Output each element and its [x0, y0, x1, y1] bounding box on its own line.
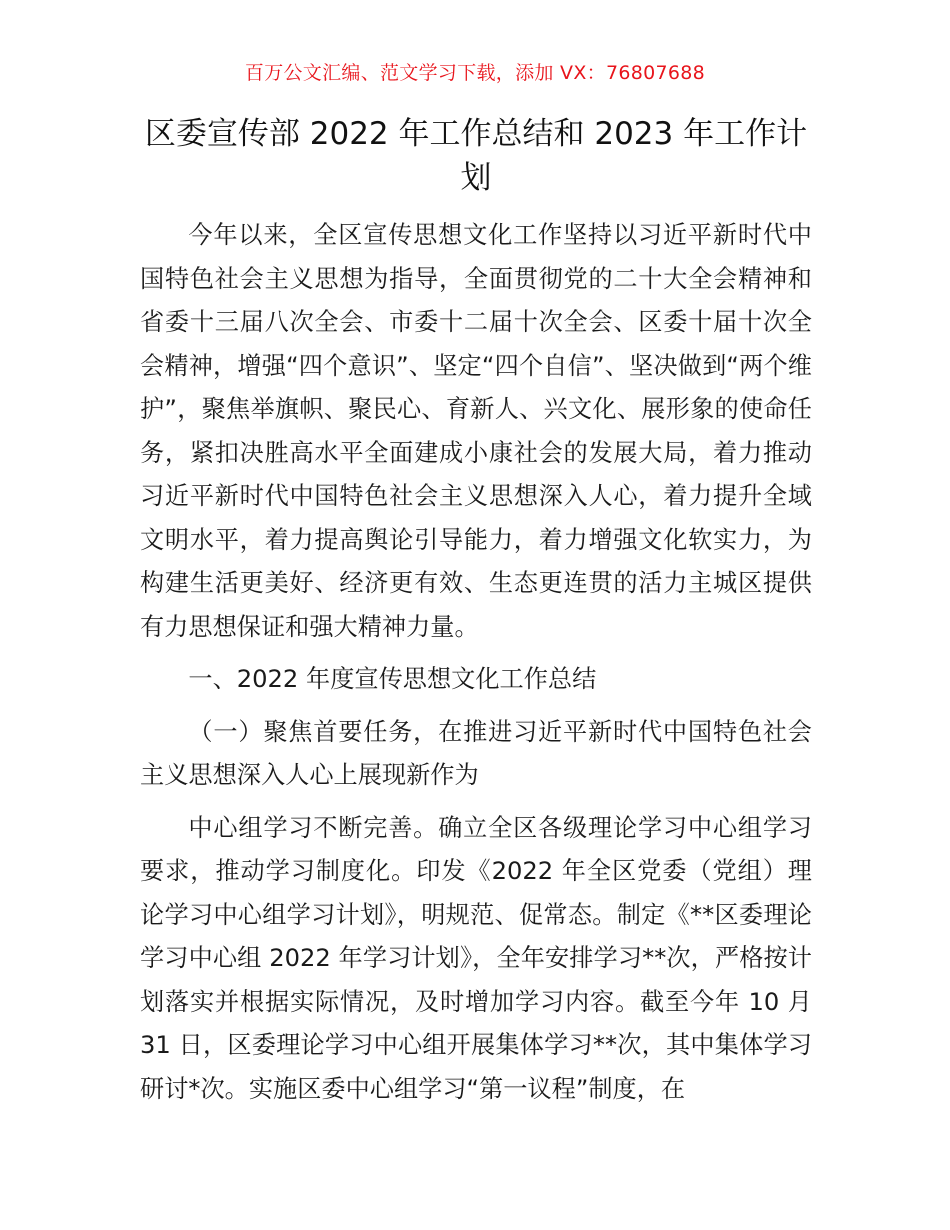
header-watermark-note: 百万公文汇编、范文学习下载，添加 VX：76807688: [244, 62, 706, 84]
document-title: 区委宣传部 2022 年工作总结和 2023 年工作计划: [144, 116, 808, 196]
intro-paragraph: 今年以来，全区宣传思想文化工作坚持以习近平新时代中国特色社会主义思想为指导，全面贯彻党的二十大全会精神和省委十三届八次全会、市委十二届十次全会、区委十届十次全会精神，增强“四个意识”、坚定“四个自信”、坚决做到“两个维护”，聚焦举旗帜、聚民心、育新人、兴文化、展形象的使命任务，紧扣决胜高水平全面建成小康社会的发展大局，着力推动习近平新时代中国特色社会主义思想深入人心，着力提升全域文明水平，着力提高舆论引导能力，着力增强文化软实力，为构建生活更美好、经济更有效、生态更连贯的活力主城区提供有力思想保证和强大精神力量。: [140, 221, 812, 641]
body-paragraph: 中心组学习不断完善。确立全区各级理论学习中心组学习要求，推动学习制度化。印发《2022 年全区党委（党组）理论学习中心组学习计划》，明规范、促常态。制定《**区委理论学习中心组 2022 年学习计划》，全年安排学习**次，严格按计划落实并根据实际情况，及时增加学习内容。截至今年 10 月 31 日，区委理论学习中心组开展集体学习**次，其中集体学习研讨*次。实施区委中心组学习“第一议程”制度，在: [140, 813, 812, 1103]
document-body: [140, 214, 812, 1120]
section-heading-1: 一、2022 年度宣传思想文化工作总结: [188, 665, 597, 693]
subsection-heading-1: （一）聚焦首要任务，在推进习近平新时代中国特色社会主义思想深入人心上展现新作为: [140, 717, 812, 789]
